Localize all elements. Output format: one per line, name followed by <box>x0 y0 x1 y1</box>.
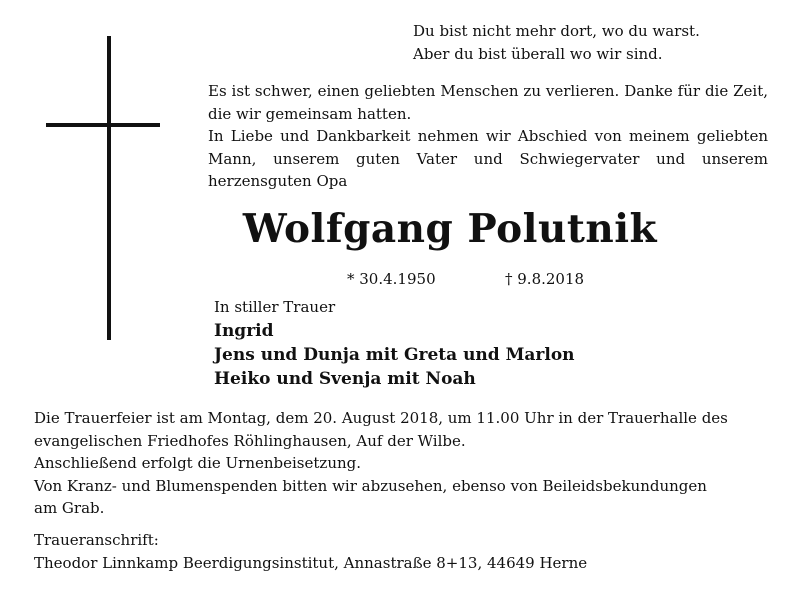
mourner-name: Heiko und Svenja mit Noah <box>214 369 476 389</box>
intro-paragraph: In Liebe und Dankbarkeit nehmen wir Abschied von meinem geliebten Mann, unserem guten Vater und Schwiegervater und unserem herzensguten Opa <box>208 127 768 191</box>
birth-date: * 30.4.1950 <box>347 270 436 288</box>
death-date: † 9.8.2018 <box>505 270 585 288</box>
funeral-line: Anschließend erfolgt die Urnenbeisetzung. <box>34 454 362 472</box>
mourners-lead: In stiller Trauer <box>214 298 336 316</box>
mourning-address <box>34 529 587 575</box>
funeral-line: am Grab. <box>34 499 105 517</box>
poem-line: Aber du bist überall wo wir sind. <box>413 45 663 63</box>
poem-quote <box>413 20 700 66</box>
cross-symbol-horizontal <box>46 123 160 127</box>
address-value: Theodor Linnkamp Beerdigungsinstitut, Annastraße 8+13, 44649 Herne <box>34 554 588 572</box>
mourner-name: Jens und Dunja mit Greta und Marlon <box>214 345 575 365</box>
funeral-line: Die Trauerfeier ist am Montag, dem 20. August 2018, um 11.00 Uhr in der Trauerhalle des <box>34 409 728 427</box>
mourners-block <box>214 295 575 391</box>
intro-text <box>208 80 768 193</box>
mourner-name: Ingrid <box>214 321 274 341</box>
address-label: Traueranschrift: <box>34 531 159 549</box>
funeral-details <box>34 407 766 520</box>
deceased-name: Wolfgang Polutnik <box>242 206 658 252</box>
funeral-line: evangelischen Friedhofes Röhlinghausen, Auf der Wilbe. <box>34 431 466 450</box>
intro-paragraph: Es ist schwer, einen geliebten Menschen zu verlieren. Danke für die Zeit, die wir gemeinsam hatten. <box>208 82 768 123</box>
funeral-line: Von Kranz- und Blumenspenden bitten wir abzusehen, ebenso von Beileidsbekundungen <box>34 476 707 495</box>
poem-line: Du bist nicht mehr dort, wo du warst. <box>413 22 700 40</box>
cross-symbol-vertical <box>107 36 111 340</box>
